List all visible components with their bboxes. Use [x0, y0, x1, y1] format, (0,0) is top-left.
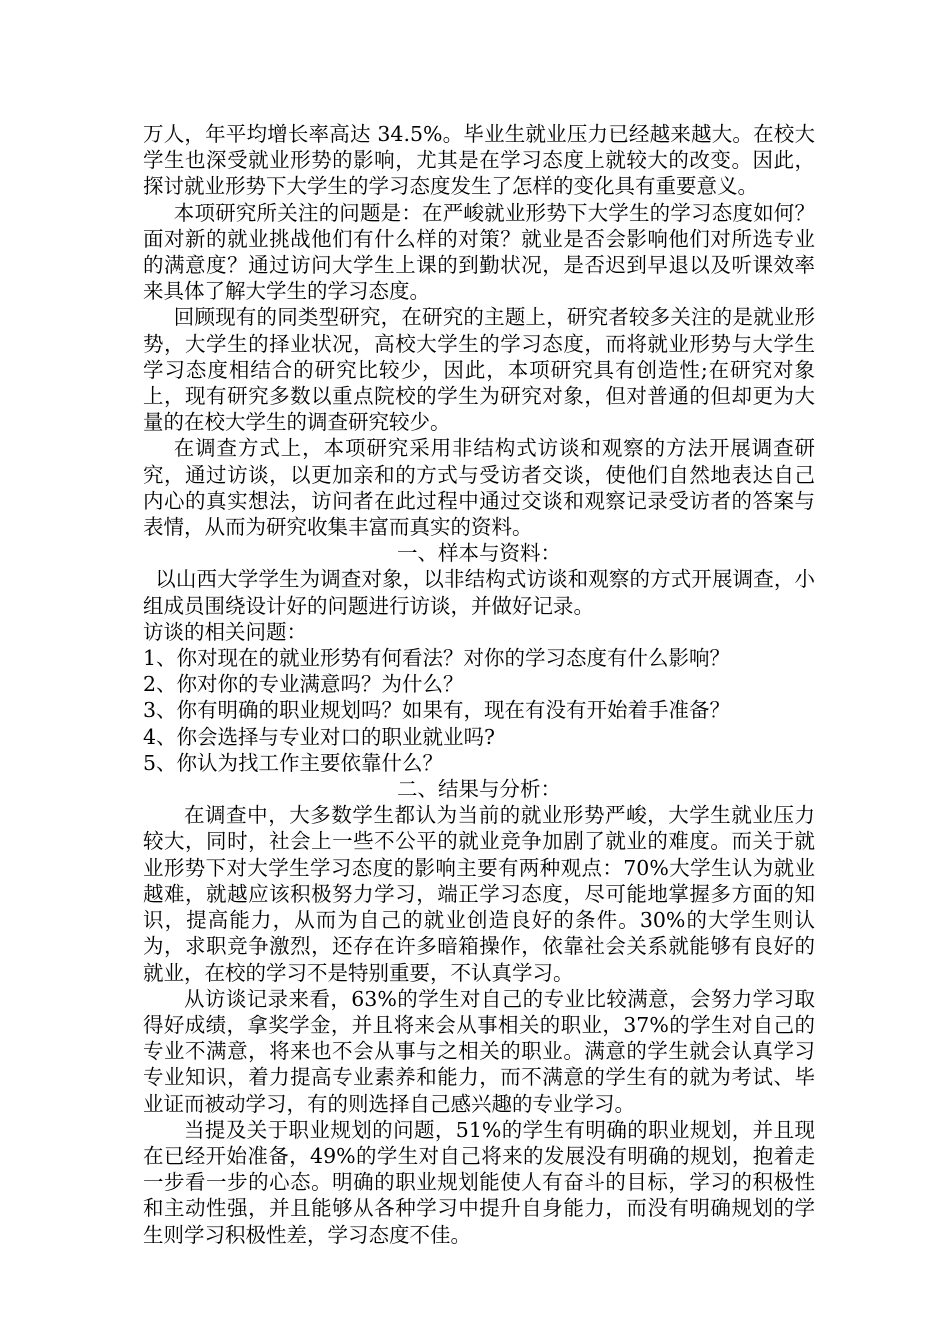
list-item: 4、你会选择与专业对口的职业就业吗?	[143, 724, 496, 749]
list-item: 3、你有明确的职业规划吗？如果有，现在有没有开始着手准备？	[143, 698, 731, 723]
list-item: 2、你对你的专业满意吗？为什么？	[143, 672, 464, 697]
paragraph-research-question: 本项研究所关注的问题是：在严峻就业形势下大学生的学习态度如何？面对新的就业挑战他们有什么样的对策？就业是否会影响他们对所选专业的满意度？通过访问大学生上课的到勤状况，是否迟到早退以及听课效率来具体了解大学生的学习态度。	[143, 200, 815, 304]
section-heading-sample: 一、样本与资料：	[397, 541, 561, 566]
paragraph-results-career-plan: 当提及关于职业规划的问题，51%的学生有明确的职业规划，并且现在已经开始准备，49%的学生对自己将来的发展没有明确的规划，抱着走一步看一步的心态。明确的职业规划能使人有奋斗的目标，学习的积极性和主动性强，并且能够从各种学习中提升自身能力，而没有明确规划的学生则学习积极性差，学习态度不佳。	[143, 1117, 815, 1247]
questions-label: 访谈的相关问题：	[143, 619, 307, 644]
paragraph-literature-review: 回顾现有的同类型研究，在研究的主题上，研究者较多关注的是就业形势，大学生的择业状况，高校大学生的学习态度，而将就业形势与大学生学习态度相结合的研究比较少，因此，本项研究具有创造性;在研究对象上，现有研究多数以重点院校的学生为研究对象，但对普通的但却更为大量的在校大学生的调查研究较少。	[143, 305, 815, 435]
paragraph-intro: 万人，年平均增长率高达 34.5%。毕业生就业压力已经越来越大。在校大学生也深受就业形势的影响，尤其是在学习态度上就较大的改变。因此，探讨就业形势下大学生的学习态度发生了怎样的变化具有重要意义。	[143, 122, 815, 199]
paragraph-methodology: 在调查方式上，本项研究采用非结构式访谈和观察的方法开展调查研究，通过访谈，以更加亲和的方式与受访者交谈，使他们自然地表达自己内心的真实想法，访问者在此过程中通过交谈和观察记录受访者的答案与表情，从而为研究收集丰富而真实的资料。	[143, 436, 815, 540]
paragraph-sample-intro: 以山西大学学生为调查对象，以非结构式访谈和观察的方式开展调查，小组成员围绕设计好的问题进行访谈，并做好记录。	[143, 567, 815, 618]
question-list	[143, 645, 815, 776]
section-heading-results: 二、结果与分析：	[397, 777, 561, 802]
paragraph-results-employment: 在调查中，大多数学生都认为当前的就业形势严峻，大学生就业压力较大，同时，社会上一些不公平的就业竞争加剧了就业的难度。而关于就业形势下对大学生学习态度的影响主要有两种观点：70%大学生认为就业越难，就越应该积极努力学习，端正学习态度，尽可能地掌握多方面的知识，提高能力，从而为自己的就业创造良好的条件。30%的大学生则认为，求职竞争激烈，还存在许多暗箱操作，依靠社会关系就能够有良好的就业，在校的学习不是特别重要，不认真学习。	[143, 803, 815, 985]
list-item: 5、你认为找工作主要依靠什么？	[143, 750, 444, 775]
paragraph-results-major: 从访谈记录来看，63%的学生对自己的专业比较满意，会努力学习取得好成绩，拿奖学金，并且将来会从事相关的职业，37%的学生对自己的专业不满意，将来也不会从事与之相关的职业。满意的学生就会认真学习专业知识，着力提高专业素养和能力，而不满意的学生有的就为考试、毕业证而被动学习，有的则选择自己感兴趣的专业学习。	[143, 986, 815, 1116]
list-item: 1、你对现在的就业形势有何看法？对你的学习态度有什么影响？	[143, 646, 731, 671]
document-page	[143, 121, 815, 1248]
